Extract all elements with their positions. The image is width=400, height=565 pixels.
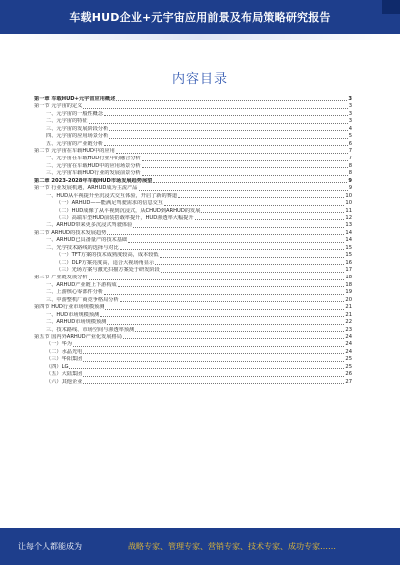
toc-entry-title: 第二节 ARHUD的技术发展趋势 [34,229,107,236]
toc-leader-dots [116,100,347,101]
toc-entry-page: 8 [348,170,352,177]
toc-entry-title: 一、元宇宙在车载HUD行业中的融合分析 [46,155,141,162]
toc-heading: 内容目录 [171,72,228,87]
toc-entry-page: 7 [348,148,352,155]
toc-entry-title: 第一节 元宇宙的定义 [34,103,83,110]
toc-entry-title: 二、ARHUD市场规模预测 [46,319,107,326]
header-corner-decoration [382,0,400,14]
toc-entry[interactable] [34,319,352,326]
toc-entry-page: 4 [348,125,352,132]
toc-leader-dots [104,294,344,295]
toc-entry-title: （二）水晶光电 [46,348,83,355]
toc-entry-title: 三、中游整机厂商竞争格局分析 [46,296,119,303]
toc-entry-page: 11 [345,207,352,214]
toc-leader-dots [109,138,347,139]
toc-leader-dots [142,175,348,176]
toc-entry-page: 9 [348,185,352,192]
toc-entry[interactable] [34,103,352,110]
toc-leader-dots [104,115,348,116]
toc-entry[interactable] [34,267,352,274]
toc-entry[interactable] [34,364,352,371]
toc-entry[interactable] [34,260,352,267]
toc-entry[interactable] [34,215,352,222]
footer-expert-list: 战略专家、管理专家、营销专家、技术专家、成功专家…… [128,542,336,551]
toc-entry[interactable] [34,371,352,378]
toc-entry-page: 27 [345,378,352,385]
toc-entry[interactable] [34,163,352,170]
toc-entry[interactable] [34,349,352,356]
toc-entry-page: 8 [348,162,352,169]
toc-entry-page: 5 [348,133,352,140]
toc-entry-page: 26 [345,371,352,378]
toc-entry-title: （三）华阳集团 [46,356,83,363]
header-bar [0,0,400,34]
toc-entry[interactable] [34,185,352,192]
toc-leader-dots [104,145,348,146]
toc-entry-title: （六）其他企业 [46,378,83,385]
toc-entry-page: 16 [345,259,352,266]
toc-entry-title: 第三节 产业链发展分析 [34,274,88,281]
toc-entry-title: 第二节 元宇宙在车载HUD中的应用 [34,148,115,155]
toc-entry-title: 三、元宇宙的发展阶段分析 [46,125,109,132]
toc-entry-title: 二、光学技术路线的选择与对比 [46,244,119,251]
toc-entry-page: 14 [345,237,352,244]
toc-entry[interactable] [34,118,352,125]
toc-entry[interactable] [34,327,352,334]
toc-leader-dots [155,264,344,265]
toc-entry-title: （一）ARHUD——能满足驾驶需求的信息交互 [56,200,164,207]
table-of-contents [34,96,352,516]
toc-entry-title: （五）大陆集团 [46,371,83,378]
toc-leader-dots [100,316,344,317]
toc-entry-page: 13 [345,222,352,229]
toc-entry-title: 一、ARHUD产业链上下游构成 [46,281,117,288]
toc-leader-dots [123,338,344,339]
toc-leader-dots [201,212,344,213]
toc-entry-title: 第一章 车载HUD+元宇宙应用概述 [34,96,116,102]
toc-entry[interactable] [34,334,352,341]
toc-leader-dots [135,331,344,332]
toc-entry[interactable] [34,356,352,363]
toc-entry-page: 19 [345,289,352,296]
toc-entry-title: 二、ARHUD带来更多沉浸式驾驶体验 [46,222,133,229]
toc-entry[interactable] [34,289,352,296]
toc-entry-page: 3 [348,110,352,117]
toc-entry-page: 21 [345,304,352,311]
toc-entry-title: （四）LG [46,363,69,370]
toc-entry-page: 10 [345,192,352,199]
toc-leader-dots [133,227,344,228]
toc-leader-dots [116,153,348,154]
toc-entry-title: 一、ARHUD已具备量产的技术基础 [46,237,128,244]
toc-entry[interactable] [34,245,352,252]
toc-entry-page: 21 [345,311,352,318]
footer-slogan: 让每个人都能成为 [18,542,82,551]
toc-entry-page: 23 [345,326,352,333]
footer-bar [0,528,400,565]
toc-entry-page: 18 [345,281,352,288]
toc-entry-title: 二、元宇宙的特征 [46,118,88,125]
toc-leader-dots [128,242,344,243]
toc-entry-title: 三、技术路线、市场空间与渗透率预测 [46,326,135,333]
toc-entry-title: 第二章 2023-2028年车载HUD市场发展趋势展望 [34,177,153,184]
toc-leader-dots [83,361,344,362]
report-title: 车载HUD企业+元宇宙应用前景及布局策略研究报告 [69,11,331,24]
toc-entry-title: 第五节 国内外ARHUD产业化发展格局 [34,334,122,340]
toc-entry[interactable] [34,133,352,140]
toc-entry-title: （三）光场方案与激光扫描方案处于研发阶段 [56,267,160,274]
toc-entry-title: 第一节 行业发展机遇，ARHUD成为主流产品 [34,185,138,192]
toc-leader-dots [83,376,344,377]
toc-leader-dots [105,309,344,310]
toc-leader-dots [83,108,347,109]
toc-entry[interactable] [34,222,352,229]
toc-entry-title: 一、HUD从平视提升至沉浸式交互体验，开启了新的赛道 [46,192,178,199]
toc-leader-dots [153,182,347,183]
toc-entry[interactable] [34,379,352,386]
toc-entry[interactable] [34,96,352,103]
toc-entry-page: 25 [345,363,352,370]
toc-entry-title: 一、HUD市场规模预测 [46,311,100,318]
toc-entry[interactable] [34,282,352,289]
toc-entry-title: 四、元宇宙的应用场景分析 [46,133,109,140]
toc-leader-dots [160,257,345,258]
toc-entry[interactable] [34,126,352,133]
toc-leader-dots [161,272,345,273]
toc-entry[interactable] [34,341,352,348]
toc-entry-page: 24 [345,341,352,348]
toc-entry-page: 3 [348,118,352,125]
toc-entry[interactable] [34,193,352,200]
toc-leader-dots [142,167,348,168]
toc-entry[interactable] [34,237,352,244]
toc-leader-dots [118,286,345,287]
toc-entry[interactable] [34,304,352,311]
toc-entry-page: 9 [348,177,352,184]
toc-entry-title: 第四节 HUD行业市场规模预测 [34,304,105,311]
toc-entry-title: 五、元宇宙的产业链分析 [46,140,104,147]
toc-leader-dots [120,249,345,250]
toc-leader-dots [107,234,344,235]
toc-leader-dots [109,130,347,131]
toc-entry-title: （二）HUD成像了从平视到沉浸式，从CHUD到ARHUD的发展 [56,207,201,214]
toc-entry[interactable] [34,156,352,163]
toc-entry-page: 14 [345,229,352,236]
toc-leader-dots [139,190,348,191]
toc-leader-dots [89,279,345,280]
toc-leader-dots [89,123,348,124]
toc-entry[interactable] [34,111,352,118]
toc-entry[interactable] [34,141,352,148]
toc-entry[interactable] [34,230,352,237]
toc-leader-dots [73,346,344,347]
toc-leader-dots [83,353,344,354]
toc-entry[interactable] [34,178,352,185]
toc-entry-title: （一）TFT方案的技术成熟度较高，成本较低 [56,252,159,259]
toc-entry-title: 三、元宇宙车载HUD行业的发展前景分析 [46,170,141,177]
toc-entry-page: 17 [345,267,352,274]
toc-entry-title: （一）华为 [46,341,72,348]
toc-entry[interactable] [34,275,352,282]
toc-entry-page: 6 [348,140,352,147]
toc-entry-title: 二、元宇宙在车载HUD中的应用场景分析 [46,162,141,169]
toc-entry-page: 3 [348,103,352,110]
toc-entry-page: 25 [345,356,352,363]
toc-entry[interactable] [34,148,352,155]
toc-leader-dots [69,368,344,369]
header-decoration [0,34,400,40]
toc-entry[interactable] [34,208,352,215]
toc-entry-title: 二、上游核心零部件分析 [46,289,104,296]
toc-leader-dots [178,197,344,198]
toc-entry-page: 24 [345,334,352,340]
toc-entry-page: 7 [348,155,352,162]
toc-entry-title: 一、元宇宙的一般性概念 [46,110,104,117]
toc-entry[interactable] [34,312,352,319]
toc-leader-dots [107,324,344,325]
toc-entry-title: （二）DLP方案亮度高，适合大视场角显示 [56,259,155,266]
toc-entry-page: 10 [345,200,352,207]
toc-leader-dots [195,219,345,220]
toc-entry-page: 22 [345,319,352,326]
toc-entry-page: 3 [348,96,352,102]
toc-entry-page: 18 [345,274,352,281]
toc-leader-dots [142,160,348,161]
toc-entry[interactable] [34,170,352,177]
toc-entry[interactable] [34,200,352,207]
toc-entry-page: 12 [345,215,352,221]
toc-entry[interactable] [34,297,352,304]
toc-entry-page: 20 [345,296,352,303]
toc-entry-title: （三）高端车型HUD前装搭载率提升，HUD渗透率大幅提升 [56,215,194,221]
toc-leader-dots [164,205,344,206]
toc-entry-page: 24 [345,348,352,355]
toc-entry-page: 15 [345,252,352,259]
toc-entry[interactable] [34,252,352,259]
toc-leader-dots [83,383,344,384]
toc-leader-dots [120,301,345,302]
toc-entry-page: 15 [345,244,352,251]
